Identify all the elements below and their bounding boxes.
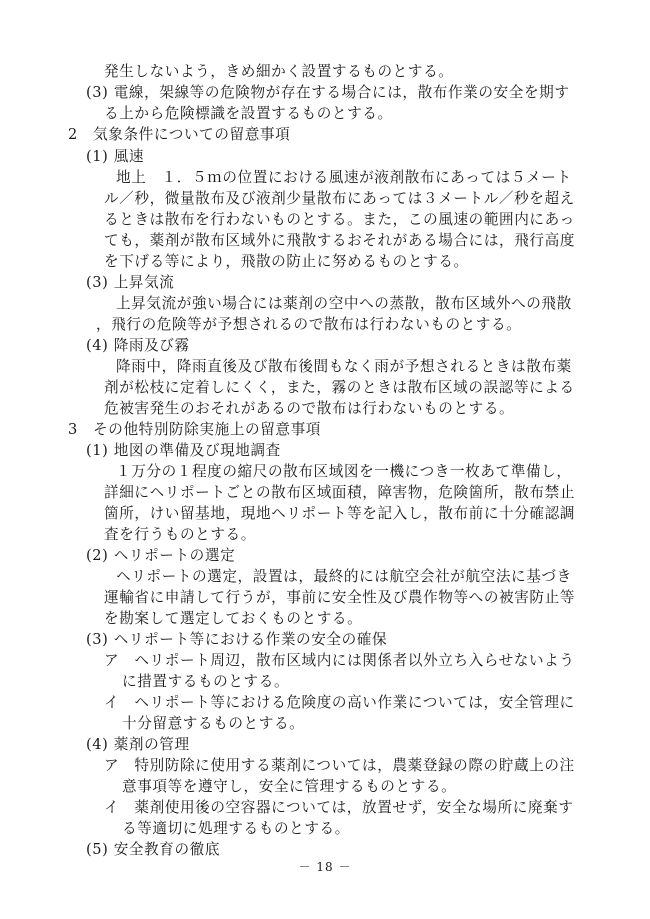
text-line: １万分の１程度の縮尺の散布区域図を一機につき一枚あて準備し， bbox=[116, 463, 572, 480]
text-line: 詳細にヘリポートごとの散布区域面積，障害物，危険箇所，散布禁止 bbox=[104, 484, 576, 501]
list-item: イ ヘリポート等における危険度の高い作業については，安全管理に bbox=[104, 694, 575, 711]
text-line: ，飛行の危険等が予想されるので散布は行わないものとする。 bbox=[96, 316, 522, 333]
text-line: 降雨中，降雨直後及び散布後間もなく雨が予想されるときは散布薬 bbox=[116, 358, 572, 375]
text-line: を下げる等により，飛散の防止に努めるものとする。 bbox=[104, 253, 469, 270]
subsection-heading: (5) 安全教育の徹底 bbox=[86, 841, 221, 858]
text-line: 剤が松枝に定着しにくく，また，霧のときは散布区域の誤認等による bbox=[104, 379, 575, 396]
text-line: ヘリポートの選定，設置は，最終的には航空会社が航空法に基づき bbox=[116, 568, 572, 585]
subsection-heading: (4) 降雨及び霧 bbox=[86, 337, 190, 354]
text-line: る上から危険標識を設置するものとする。 bbox=[104, 105, 393, 122]
section-heading: 3 その他特別防除実施上の留意事項 bbox=[68, 421, 321, 438]
list-item: イ 薬剤使用後の空容器については，放置せず，安全な場所に廃棄す bbox=[104, 799, 574, 816]
text-line: 運輸省に申請して行うが，事前に安全性及び農作物等への被害防止等 bbox=[104, 589, 576, 606]
text-line: る等適切に処理するものとする。 bbox=[122, 820, 350, 837]
text-line: を勘案して選定しておくものとする。 bbox=[104, 610, 363, 627]
text-line: ル／秒，微量散布及び液剤少量散布にあっては３メートル／秒を超え bbox=[104, 190, 575, 207]
text-line: 意事項等を遵守し，安全に管理するものとする。 bbox=[122, 778, 457, 795]
text-line: (3) 電線，架線等の危険物が存在する場合には，散布作業の安全を期す bbox=[86, 84, 570, 101]
text-line: 地上 １．５ｍの位置における風速が液剤散布にあっては５メート bbox=[116, 169, 572, 186]
text-line: に措置するものとする。 bbox=[122, 673, 290, 690]
subsection-heading: (1) 風速 bbox=[86, 148, 145, 165]
text-line: 十分留意するものとする。 bbox=[122, 715, 305, 732]
subsection-heading: (4) 薬剤の管理 bbox=[86, 736, 190, 753]
list-item: ア 特別防除に使用する薬剤については，農薬登録の際の貯蔵上の注 bbox=[104, 757, 575, 774]
text-line: るときは散布を行わないものとする。また，この風速の範囲内にあっ bbox=[104, 211, 575, 228]
text-line: 上昇気流が強い場合には薬剤の空中への蒸散，散布区域外への飛散 bbox=[116, 295, 572, 312]
text-line: ても，薬剤が散布区域外に飛散するおそれがある場合には，飛行高度 bbox=[104, 232, 576, 249]
subsection-heading: (3) ヘリポート等における作業の安全の確保 bbox=[86, 631, 388, 648]
text-line: 査を行うものとする。 bbox=[104, 526, 256, 543]
page-number: － 18 － bbox=[298, 860, 352, 874]
subsection-heading: (3) 上昇気流 bbox=[86, 274, 175, 291]
text-line: 箇所，けい留基地，現地ヘリポート等を記入し，散布前に十分確認調 bbox=[104, 505, 576, 522]
text-line: 危被害発生のおそれがあるので散布は行わないものとする。 bbox=[104, 400, 515, 417]
subsection-heading: (2) ヘリポートの選定 bbox=[86, 547, 236, 564]
subsection-heading: (1) 地図の準備及び現地調査 bbox=[86, 442, 281, 459]
section-heading: 2 気象条件についての留意事項 bbox=[68, 126, 291, 143]
text-line: 発生しないよう，きめ細かく設置するものとする。 bbox=[104, 63, 454, 80]
list-item: ア ヘリポート周辺，散布区域内には関係者以外立ち入らせないよう bbox=[104, 652, 575, 669]
